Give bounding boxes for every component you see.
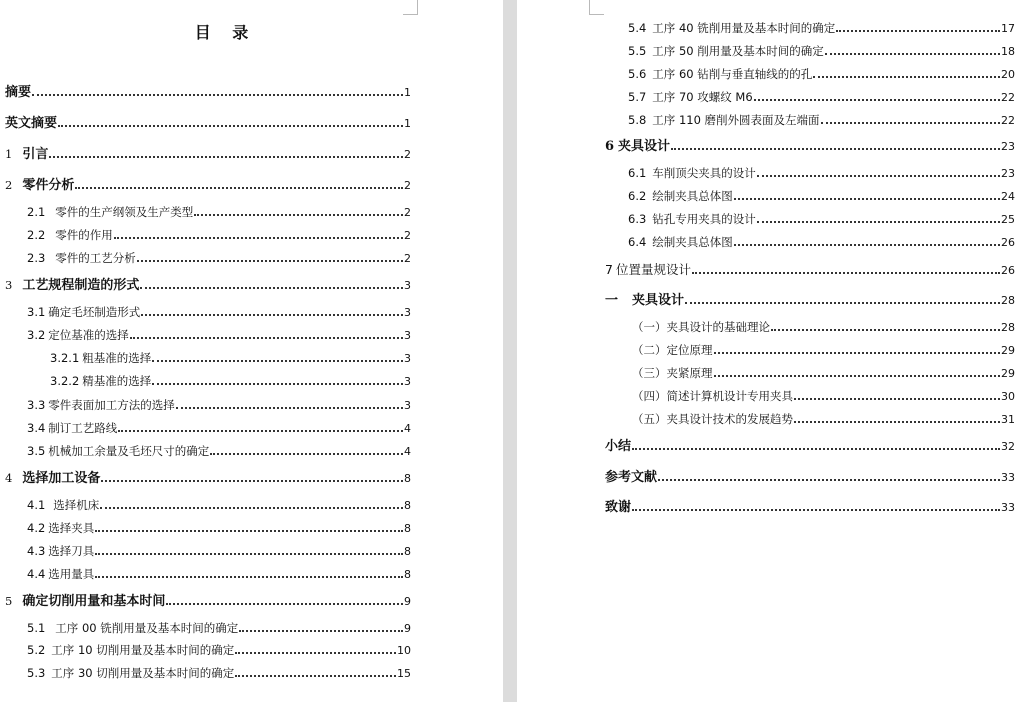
dot-leader: [757, 175, 1000, 177]
dot-leader: [825, 53, 1000, 55]
page-number: 15: [397, 667, 411, 680]
toc-entry[interactable]: [628, 65, 1015, 83]
page-number: 4: [404, 445, 411, 458]
page-number: 17: [1001, 22, 1015, 35]
page-number: 28: [1001, 321, 1015, 334]
dot-leader: [692, 272, 1000, 274]
entry-label: 一 夹具设计: [605, 293, 685, 308]
toc-entry[interactable]: [628, 210, 1015, 228]
dot-leader: [95, 553, 403, 555]
dot-leader: [821, 122, 1000, 124]
page-number: 3: [404, 329, 411, 342]
entry-label: 2.1 零件的生产纲领及生产类型: [27, 205, 194, 219]
toc-entry[interactable]: [628, 187, 1015, 205]
page-number: 20: [1001, 68, 1015, 81]
dot-leader: [166, 603, 403, 605]
entry-label: 3.3 零件表面加工方法的选择: [27, 398, 175, 412]
page-gutter: [503, 0, 517, 702]
entry-label: 4.4 选用量具: [27, 567, 95, 581]
page-number: 1: [404, 117, 411, 130]
page-number: 2: [404, 179, 411, 192]
dot-leader: [794, 398, 1000, 400]
toc-entry[interactable]: [5, 145, 411, 163]
toc-entry[interactable]: [632, 410, 1015, 428]
toc-entry[interactable]: [628, 19, 1015, 37]
toc-entry[interactable]: [628, 111, 1015, 129]
toc-entry[interactable]: [27, 542, 411, 560]
page-number: 2: [404, 252, 411, 265]
page-number: 3: [404, 352, 411, 365]
entry-label: （四）简述计算机设计专用夹具: [632, 389, 793, 403]
dot-leader: [137, 260, 403, 262]
toc-entry[interactable]: [632, 341, 1015, 359]
toc-entry[interactable]: [632, 364, 1015, 382]
toc-entry[interactable]: [27, 519, 411, 537]
page-number: 8: [404, 522, 411, 535]
toc-entry[interactable]: [27, 203, 411, 221]
entry-label: 3.5 机械加工余量及毛坯尺寸的确定: [27, 444, 210, 458]
page-number: 31: [1001, 413, 1015, 426]
page-number: 3: [404, 279, 411, 292]
page-number: 28: [1001, 294, 1015, 307]
dot-leader: [100, 507, 403, 509]
dot-leader: [632, 448, 1000, 450]
page-number: 29: [1001, 367, 1015, 380]
dot-leader: [32, 94, 403, 96]
toc-entry[interactable]: [50, 372, 411, 390]
page-number: 33: [1001, 501, 1015, 514]
page-number: 29: [1001, 344, 1015, 357]
page-number: 2: [404, 148, 411, 161]
entry-label: 致谢: [605, 500, 632, 515]
entry-label: （二）定位原理: [632, 343, 713, 357]
toc-entry[interactable]: [605, 469, 1015, 487]
entry-label: 2.3 零件的工艺分析: [27, 251, 136, 265]
page-number: 9: [404, 622, 411, 635]
crop-mark: [403, 0, 418, 15]
toc-entry[interactable]: [628, 233, 1015, 251]
page-number: 3: [404, 306, 411, 319]
dot-leader: [685, 302, 1000, 304]
toc-entry[interactable]: [5, 84, 411, 102]
entry-label: 英文摘要: [5, 116, 58, 131]
crop-mark: [589, 0, 604, 15]
page-number: 2: [404, 206, 411, 219]
page-number: 10: [397, 644, 411, 657]
page-number: 26: [1001, 264, 1015, 277]
toc-entry[interactable]: [27, 565, 411, 583]
dot-leader: [836, 30, 1000, 32]
entry-label: 3.2.1 粗基准的选择: [50, 351, 152, 365]
entry-label: 3.1 确定毛坯制造形式: [27, 305, 141, 319]
entry-label: 4.1 选择机床: [27, 498, 100, 512]
entry-label: 参考文献: [605, 470, 658, 485]
dot-leader: [754, 99, 1000, 101]
toc-entry[interactable]: [632, 387, 1015, 405]
entry-label: 3.2.2 精基准的选择: [50, 374, 152, 388]
page-number: 33: [1001, 471, 1015, 484]
page-number: 32: [1001, 440, 1015, 453]
toc-entry[interactable]: [628, 164, 1015, 182]
page-number: 8: [404, 568, 411, 581]
dot-leader: [75, 187, 403, 189]
toc-entry[interactable]: [628, 88, 1015, 106]
toc-entry[interactable]: [27, 326, 411, 344]
dot-leader: [794, 421, 1000, 423]
toc-entry[interactable]: [27, 303, 411, 321]
toc-entry[interactable]: [27, 226, 411, 244]
toc-page-right: [517, 0, 1026, 702]
entry-label: 3.4 制订工艺路线: [27, 421, 118, 435]
toc-entry[interactable]: [605, 438, 1015, 456]
dot-leader: [658, 479, 1000, 481]
page-number: 4: [404, 422, 411, 435]
page-number: 22: [1001, 114, 1015, 127]
toc-entry[interactable]: [628, 42, 1015, 60]
entry-label: 5.2 工序 10 切削用量及基本时间的确定: [27, 643, 235, 657]
dot-leader: [714, 375, 1001, 377]
dot-leader: [114, 237, 403, 239]
entry-label: 7 位置量规设计: [605, 262, 691, 277]
toc-entry[interactable]: [27, 496, 411, 514]
toc-entry[interactable]: [5, 592, 411, 610]
dot-leader: [235, 675, 396, 677]
dot-leader: [632, 509, 1000, 511]
toc-entry[interactable]: [27, 619, 411, 637]
toc-entry[interactable]: [27, 664, 411, 682]
page-number: 26: [1001, 236, 1015, 249]
toc-entry[interactable]: [605, 138, 1015, 156]
dot-leader: [239, 630, 403, 632]
dot-leader: [734, 198, 1000, 200]
entry-label: 6 夹具设计: [605, 139, 671, 154]
dot-leader: [210, 453, 403, 455]
dot-leader: [95, 530, 403, 532]
entry-label: 5.6 工序 60 钻削与垂直轴线的的孔: [628, 67, 813, 81]
entry-label: （五）夹具设计技术的发展趋势: [632, 412, 793, 426]
entry-label: 1 引言: [5, 147, 49, 162]
dot-leader: [813, 76, 1000, 78]
page-number: 8: [404, 499, 411, 512]
page-number: 3: [404, 399, 411, 412]
entry-label: 6.4 绘制夹具总体图: [628, 235, 733, 249]
page-number: 3: [404, 375, 411, 388]
toc-entry[interactable]: [5, 276, 411, 294]
page-number: 18: [1001, 45, 1015, 58]
dot-leader: [58, 125, 403, 127]
page-number: 2: [404, 229, 411, 242]
entry-label: 5.4 工序 40 铣削用量及基本时间的确定: [628, 21, 836, 35]
toc-entry[interactable]: [27, 419, 411, 437]
dot-leader: [235, 652, 396, 654]
page-number: 25: [1001, 213, 1015, 226]
entry-label: 4.2 选择夹具: [27, 521, 95, 535]
entry-label: 6.1 车削顶尖夹具的设计: [628, 166, 756, 180]
entry-label: 2 零件分析: [5, 178, 75, 193]
page-number: 23: [1001, 140, 1015, 153]
entry-label: 5.3 工序 30 切削用量及基本时间的确定: [27, 666, 235, 680]
dot-leader: [152, 383, 403, 385]
entry-label: 6.2 绘制夹具总体图: [628, 189, 733, 203]
page-number: 1: [404, 86, 411, 99]
dot-leader: [152, 360, 403, 362]
page-number: 22: [1001, 91, 1015, 104]
toc-entry[interactable]: [5, 115, 411, 133]
entry-label: 3 工艺规程制造的形式: [5, 278, 140, 293]
toc-entry[interactable]: [27, 249, 411, 267]
dot-leader: [194, 214, 403, 216]
toc-entry[interactable]: [27, 641, 411, 659]
toc-entry[interactable]: [605, 499, 1015, 517]
page-number: 9: [404, 595, 411, 608]
entry-label: 2.2 零件的作用: [27, 228, 113, 242]
entry-label: 3.2 定位基准的选择: [27, 328, 129, 342]
entry-label: （三）夹紧原理: [632, 366, 713, 380]
entry-label: 小结: [605, 439, 632, 454]
toc-page-left: [0, 0, 503, 702]
toc-entry[interactable]: [5, 176, 411, 194]
dot-leader: [771, 329, 1000, 331]
toc-entry[interactable]: [632, 318, 1015, 336]
toc-entry[interactable]: [605, 292, 1015, 310]
dot-leader: [95, 576, 403, 578]
dot-leader: [714, 352, 1001, 354]
dot-leader: [49, 156, 403, 158]
entry-label: （一）夹具设计的基础理论: [632, 320, 770, 334]
entry-label: 5.8 工序 110 磨削外圆表面及左端面: [628, 113, 820, 127]
entry-label: 摘要: [5, 85, 32, 100]
toc-entry[interactable]: [50, 349, 411, 367]
entry-label: 5 确定切削用量和基本时间: [5, 594, 166, 609]
page-number: 8: [404, 472, 411, 485]
entry-label: 6.3 钻孔专用夹具的设计: [628, 212, 756, 226]
dot-leader: [141, 314, 403, 316]
toc-title: 目 录: [194, 23, 257, 42]
page-number: 24: [1001, 190, 1015, 203]
entry-label: 4.3 选择刀具: [27, 544, 95, 558]
dot-leader: [101, 480, 403, 482]
dot-leader: [734, 244, 1000, 246]
dot-leader: [757, 221, 1000, 223]
toc-entry[interactable]: [5, 469, 411, 487]
entry-label: 5.1 工序 00 铣削用量及基本时间的确定: [27, 621, 239, 635]
dot-leader: [671, 148, 1000, 150]
page-number: 23: [1001, 167, 1015, 180]
dot-leader: [130, 337, 403, 339]
page-number: 8: [404, 545, 411, 558]
toc-entry[interactable]: [27, 442, 411, 460]
dot-leader: [140, 287, 403, 289]
dot-leader: [176, 407, 403, 409]
entry-label: 5.5 工序 50 削用量及基本时间的确定: [628, 44, 824, 58]
dot-leader: [118, 430, 403, 432]
page-number: 30: [1001, 390, 1015, 403]
entry-label: 5.7 工序 70 攻螺纹 M6: [628, 90, 753, 104]
entry-label: 4 选择加工设备: [5, 471, 101, 486]
toc-entry[interactable]: [605, 261, 1015, 279]
toc-entry[interactable]: [27, 396, 411, 414]
